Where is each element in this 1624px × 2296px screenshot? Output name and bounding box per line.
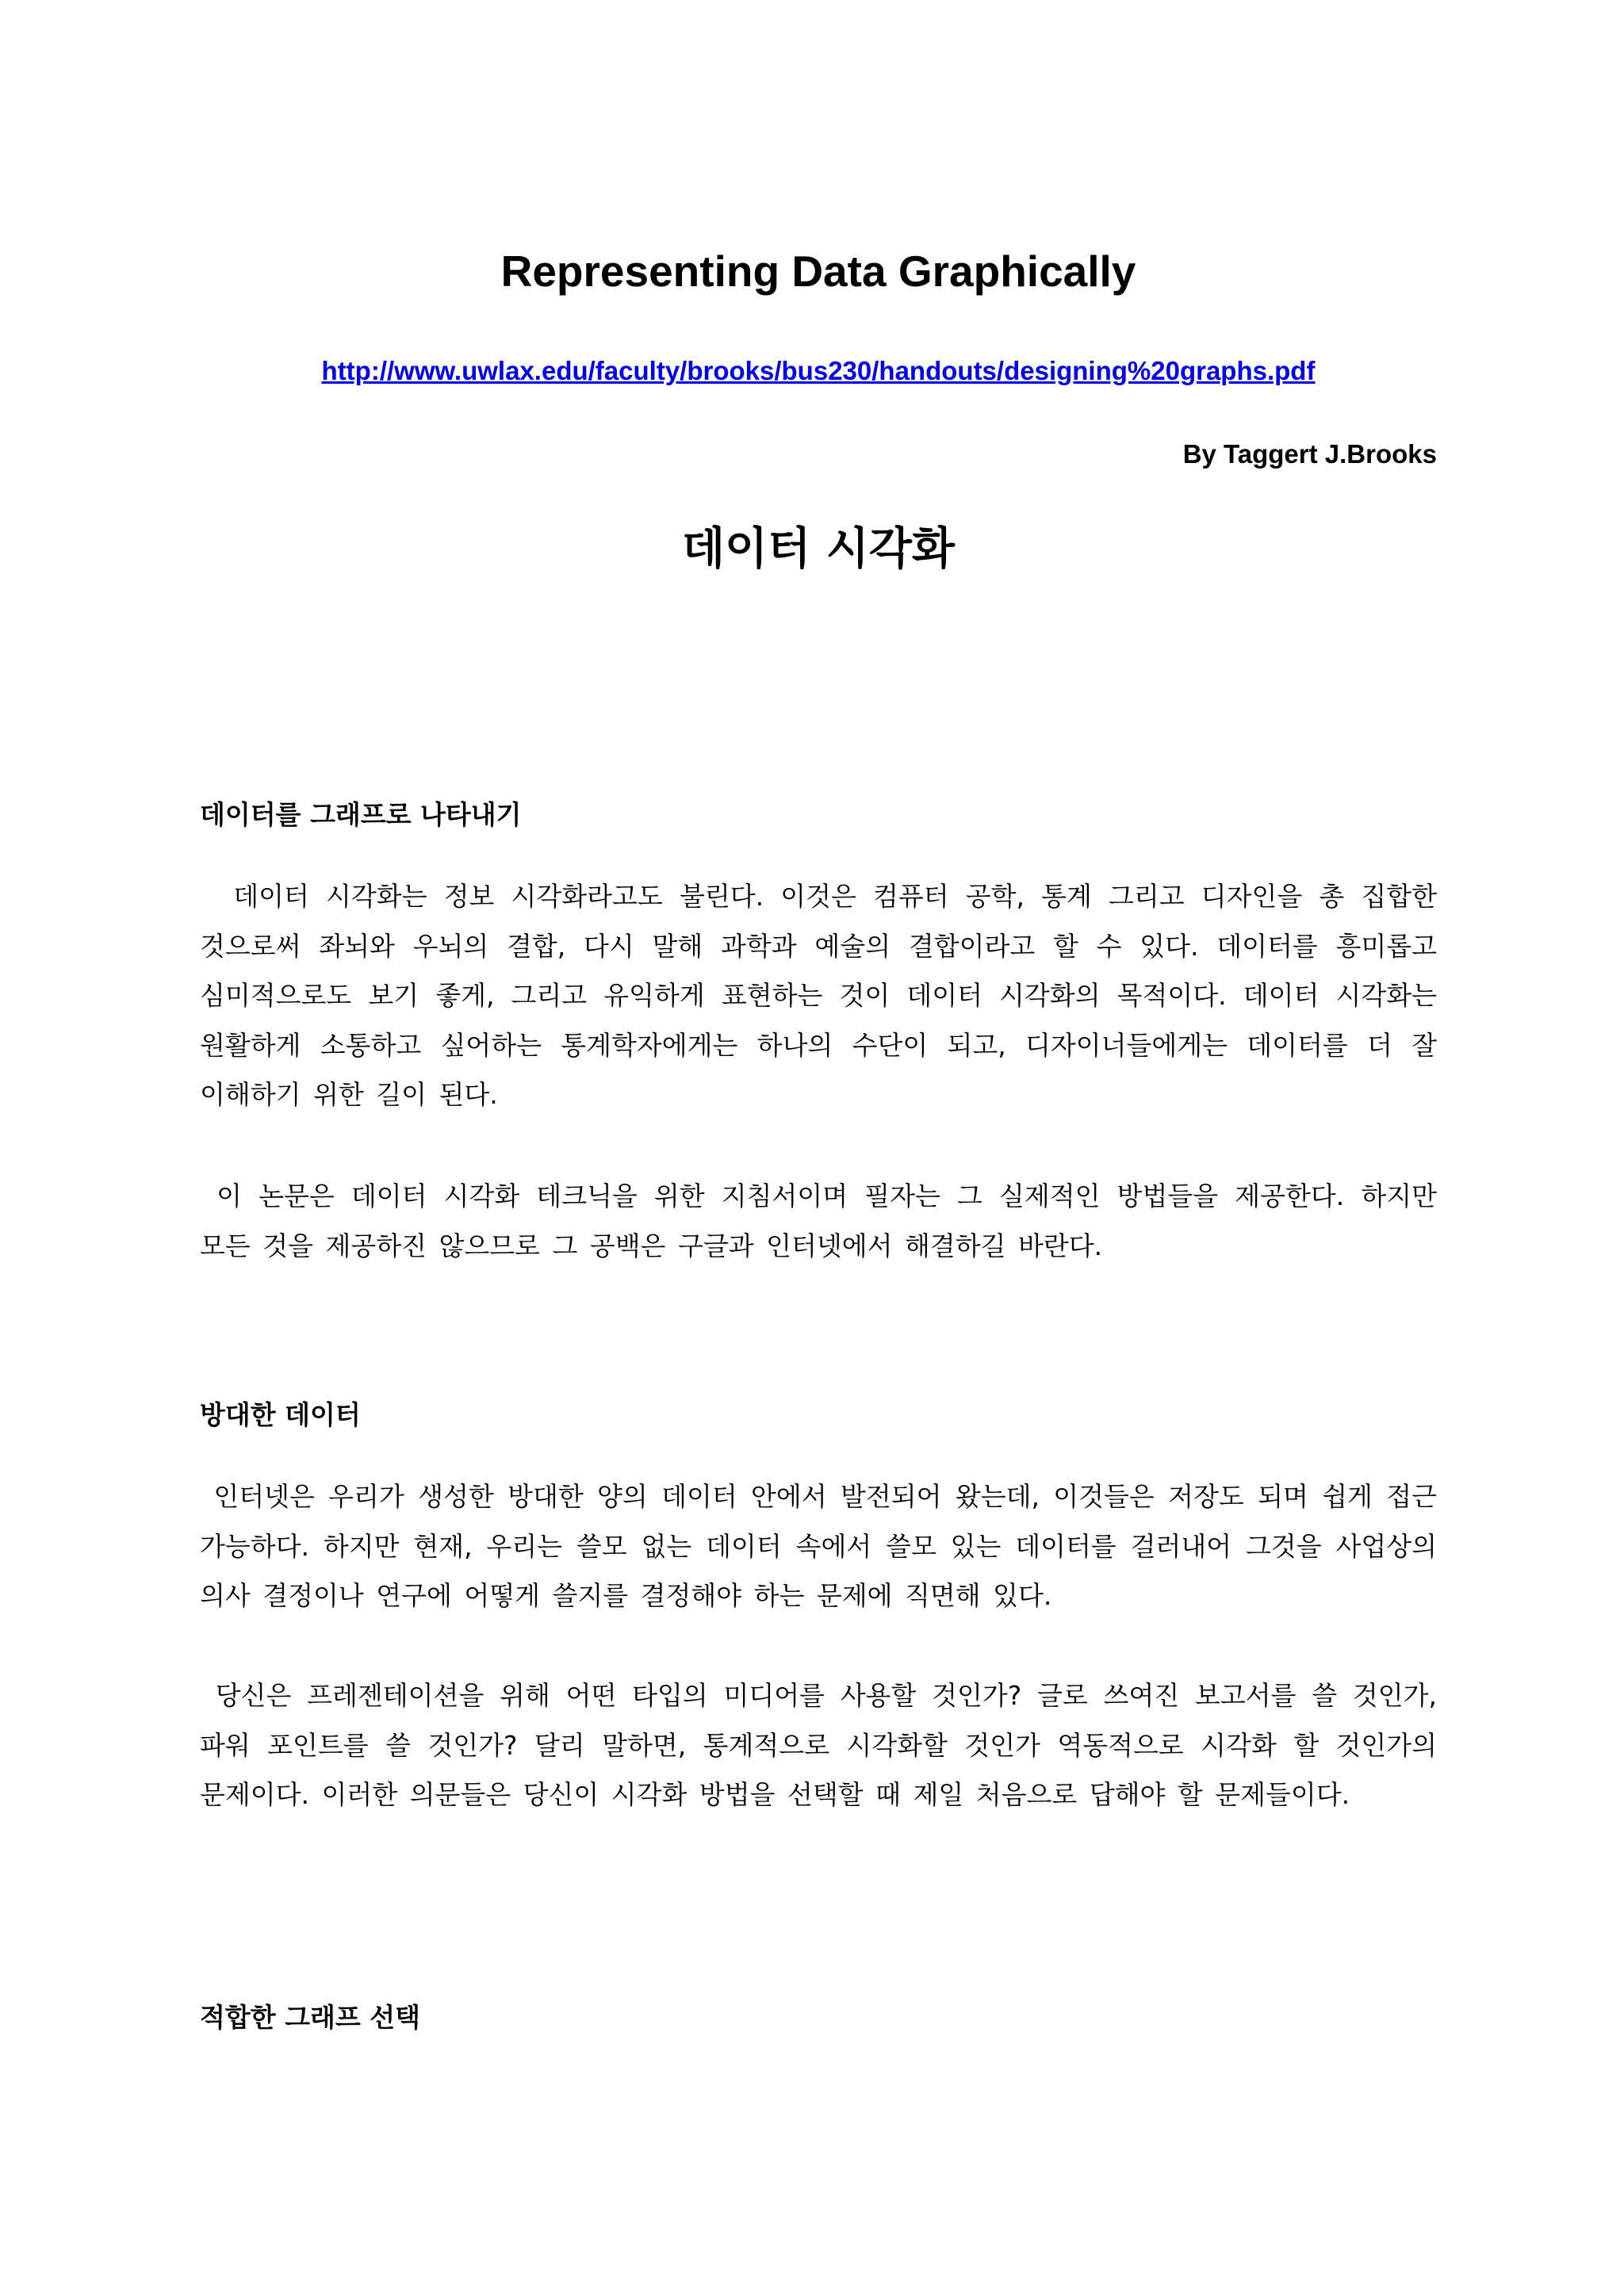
section-heading-graph-representation: 데이터를 그래프로 나타내기 [200,799,522,830]
korean-title: 데이터 시각화 [681,523,956,575]
section-heading-big-data: 방대한 데이터 [200,1399,361,1430]
section-2-paragraph-2: 당신은 프레젠테이션을 위해 어떤 타입의 미디어를 사용할 것인가? 글로 쓰여진 보고서를 쓸 것인가, 파워 포인트를 쓸 것인가? 달리 말하면, 통계적으로 시각화할 것인가 역동적으로 시각화 할 것인가의 문제이다. 이러한 의문들은 당신이 시각화 방법을 선택할 때 제일 처음으로 답해야 할 문제들이다. [200,1680,1450,1810]
document-title: Representing Data Graphically [500,247,1136,296]
document-page [200,0,1450,2296]
section-1-paragraph-2: 이 논문은 데이터 시각화 테크닉을 위한 지침서이며 필자는 그 실제적인 방법들을 제공한다. 하지만 모든 것을 제공하진 않으므로 그 공백은 구글과 인터넷에서 해결하길 바란다. [200,1181,1450,1261]
section-2-paragraph-1: 인터넷은 우리가 생성한 방대한 양의 데이터 안에서 발전되어 왔는데, 이것들은 저장도 되며 쉽게 접근 가능하다. 하지만 현재, 우리는 쓸모 없는 데이터 속에서 쓸모 있는 데이터를 걸러내어 그것을 사업상의 의사 결정이나 연구에 어떻게 쓸지를 결정해야 하는 문제에 직면해 있다. [200,1481,1450,1611]
section-1-paragraph-1: 데이터 시각화는 정보 시각화라고도 불린다. 이것은 컴퓨터 공학, 통계 그리고 디자인을 총 집합한 것으로써 좌뇌와 우뇌의 결합, 다시 말해 과학과 예술의 결합이라고 할 수 있다. 데이터를 흥미롭고 심미적으로도 보기 좋게, 그리고 유익하게 표현하는 것이 데이터 시각화의 목적이다. 데이터 시각화는 원활하게 소통하고 싶어하는 통계학자에게는 하나의 수단이 되고, 디자이너들에게는 데이터를 더 잘 이해하기 위한 길이 된다. [200,881,1450,1110]
author-byline: By Taggert J.Brooks [1182,439,1437,469]
section-heading-choosing-graph: 적합한 그래프 선택 [200,2002,421,2033]
source-url-link[interactable]: http://www.uwlax.edu/faculty/brooks/bus230/handouts/designing%20graphs.pdf [321,356,1316,385]
